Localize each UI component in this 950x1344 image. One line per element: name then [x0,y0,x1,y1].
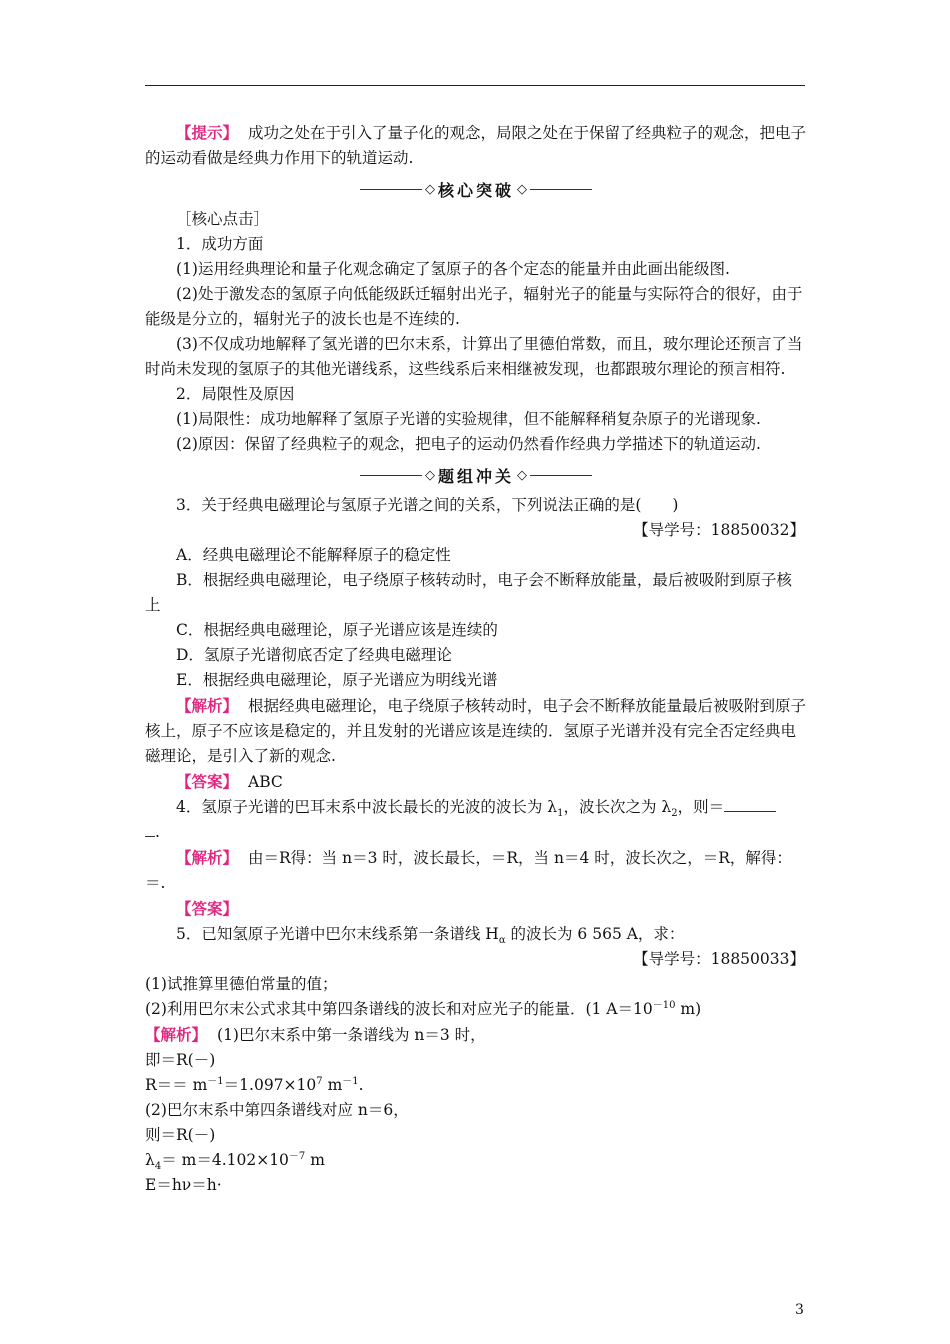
hint-tag: 【提示】 [176,123,239,142]
section-line-left [360,189,422,190]
core-item-2-2: (2)原因：保留了经典粒子的观念，把电子的运动仍然看作经典力学描述下的轨道运动. [176,435,761,453]
q5-l3-d: . [358,1076,364,1094]
q5-l3-a: R＝＝ m [145,1076,208,1094]
q5-part1: (1)试推算里德伯常量的值； [145,975,338,993]
q4-analysis [145,845,807,896]
page-number: 3 [795,1302,804,1318]
diamond-icon: ◇ [424,181,435,197]
q5-l2: 即＝R(－) [145,1051,216,1069]
q5-l1: (1)巴尔末系中第一条谱线为 n＝3 时， [217,1026,486,1044]
q4-stem [145,795,807,845]
q5-stem [145,922,807,947]
q5-l3-b: ＝1.097×10 [223,1076,317,1094]
analysis-tag: 【解析】 [145,1025,208,1044]
q5-part2 [145,997,807,1022]
core-item-1-2: (2)处于激发态的氢原子向低能级跃迁辐射出光子，辐射光子的能量与实际符合的很好，由于能级是分立的，辐射光子的波长也是不连续的. [145,285,803,328]
q5-l3 [145,1073,807,1098]
answer-blank [724,797,776,812]
diamond-icon: ◇ [424,467,435,483]
analysis-tag: 【解析】 [176,696,239,715]
q5-p2-b: m) [675,1000,702,1018]
q5-sub-alpha: α [498,935,506,947]
q5-p2-sup: －10 [652,999,676,1011]
q5-l6-a: λ [145,1151,155,1169]
q4-analysis-text: 由＝R得：当 n＝3 时，波长最长，＝R，当 n＝4 时，波长次之，＝R，解得：＝. [145,849,792,892]
q4-answer [145,896,807,922]
q3-option-e: E．根据经典电磁理论，原子光谱应为明线光谱 [176,671,498,689]
q5-analysis-line1 [145,1022,807,1048]
analysis-tag: 【解析】 [176,848,239,867]
q3-ref: 【导学号：18850032】 [633,521,805,539]
q3-answer [145,769,807,795]
q5-l3-sup1: －1 [207,1075,224,1087]
q3-analysis [145,693,807,769]
q5-l6-c: m [305,1151,325,1169]
section-line-left [360,475,422,476]
q4-sub1: 1 [557,808,564,820]
q3-option-a: A．经典电磁理论不能解释原子的稳定性 [176,546,451,564]
core-item-2: 2．局限性及原因 [176,385,295,403]
q5-p2-a: (2)利用巴尔末公式求其中第四条谱线的波长和对应光子的能量．(1 A＝10 [145,1000,653,1018]
diamond-icon: ◇ [517,181,527,197]
hint-paragraph [145,120,807,171]
q5-l3-c: m [322,1076,343,1094]
section-header-core [145,175,807,203]
q4-stem-d: . [155,823,160,841]
diamond-icon: ◇ [517,467,527,483]
answer-blank-cont [145,822,155,837]
section-title-group: 题组冲关 [437,466,514,486]
hint-text: 成功之处在于引入了量子化的观念，局限之处在于保留了经典粒子的观念，把电子的运动看做是经典力作用下的轨道运动. [145,124,807,167]
page-content [145,120,807,1198]
core-item-1-3: (3)不仅成功地解释了氢光谱的巴尔末系，计算出了里德伯常数，而且，玻尔理论还预言了当时尚未发现的氢原子的其他光谱线系，这些线系后来相继被发现，也都跟玻尔理论的预言相符. [145,335,803,378]
q4-stem-c: ，则＝ [677,798,725,816]
section-header-group [145,461,807,489]
section-line-right [530,189,592,190]
core-item-1-1: (1)运用经典理论和量子化观念确定了氢原子的各个定态的能量并由此画出能级图. [176,260,730,278]
q5-l3-sup2: 7 [316,1075,323,1087]
core-item-2-1: (1)局限性：成功地解释了氢原子光谱的实验规律，但不能解释稍复杂原子的光谱现象. [176,410,761,428]
q5-l6 [145,1148,807,1173]
q5-l6-b: ＝ m＝4.102×10 [161,1151,289,1169]
q5-l7: E＝hν＝h· [145,1176,222,1194]
q3-stem: 3．关于经典电磁理论与氢原子光谱之间的关系，下列说法正确的是( ) [176,496,679,514]
q3-analysis-text: 根据经典电磁理论，电子绕原子核转动时，电子会不断释放能量最后被吸附到原子核上，原子不应该是稳定的，并且发射的光谱应该是连续的．氢原子光谱并没有完全否定经典电磁理论，是引入了新的观念. [145,697,807,765]
q5-l3-sup3: －1 [342,1075,359,1087]
header-rule [145,85,805,86]
q4-stem-b: ，波长次之为 λ [563,798,672,816]
q3-answer-text: ABC [248,773,283,791]
q5-l4: (2)巴尔末系中第四条谱线对应 n＝6， [145,1101,409,1119]
core-heading: ［核心点击］ [176,210,270,228]
section-title-core: 核心突破 [437,180,514,200]
q4-stem-a: 4．氢原子光谱的巴耳末系中波长最长的光波的波长为 λ [176,798,558,816]
q5-stem-a: 5．已知氢原子光谱中巴尔末线系第一条谱线 H [176,925,499,943]
q3-option-c: C．根据经典电磁理论，原子光谱应该是连续的 [176,621,498,639]
q5-l5: 则＝R(－) [145,1126,216,1144]
q5-l6-sup: －7 [288,1150,306,1162]
answer-tag: 【答案】 [176,772,239,791]
q4-sub2: 2 [671,808,678,820]
answer-tag: 【答案】 [176,899,239,918]
q3-option-d: D．氢原子光谱彻底否定了经典电磁理论 [176,646,452,664]
section-line-right [530,475,592,476]
core-item-1: 1．成功方面 [176,235,264,253]
q3-option-b: B．根据经典电磁理论，电子绕原子核转动时，电子会不断释放能量，最后被吸附到原子核上 [145,571,792,614]
q5-ref: 【导学号：18850033】 [633,950,805,968]
q5-l6-sub: 4 [154,1161,162,1173]
q5-stem-b: 的波长为 6 565 A，求： [505,925,685,943]
